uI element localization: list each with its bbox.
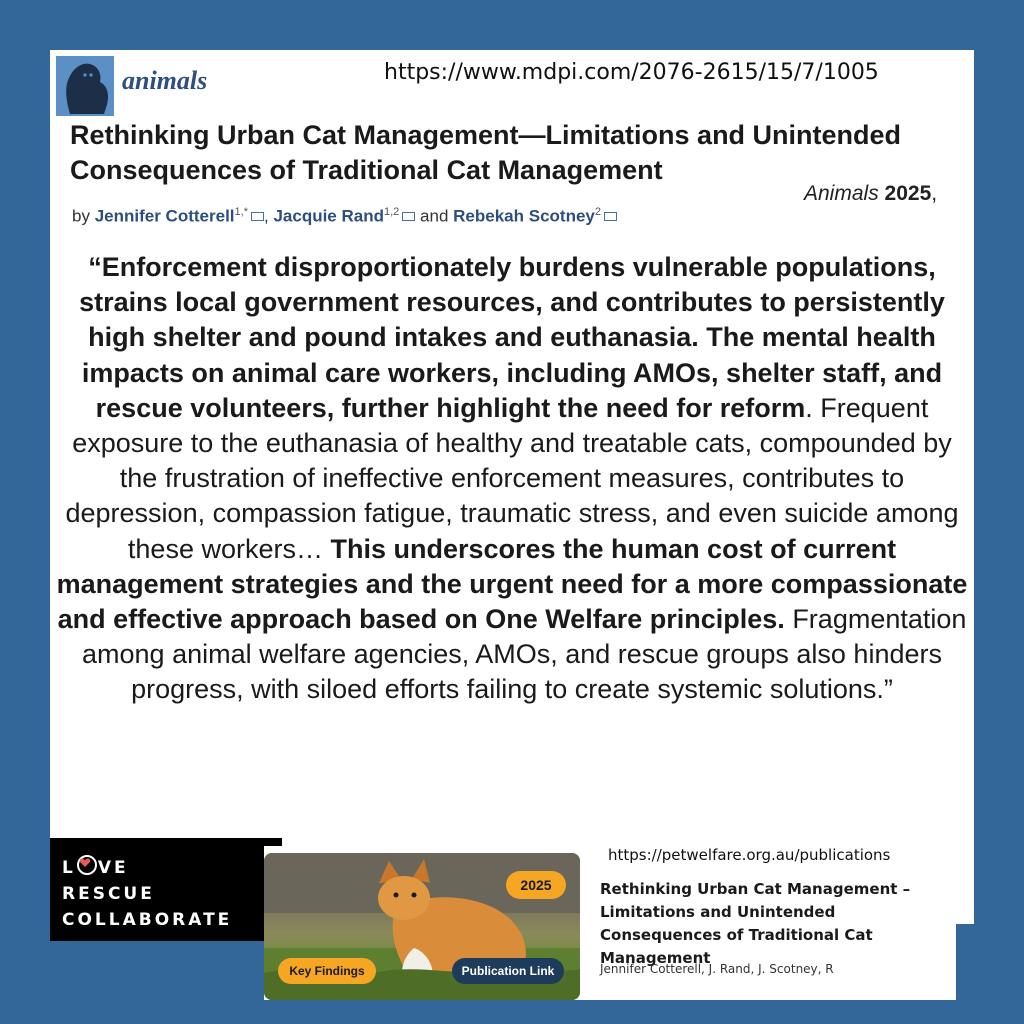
author-joiner: and <box>420 206 449 226</box>
heart-paw-icon <box>77 855 97 875</box>
key-findings-button[interactable]: Key Findings <box>278 958 376 984</box>
branding-love <box>62 855 129 878</box>
author-name[interactable]: Jennifer Cotterell <box>94 206 235 226</box>
envelope-icon[interactable] <box>402 212 415 221</box>
quote-bold-2: This underscores the human cost of current management strategies and the urgent need for a more compassionate and effective approach based on One Welfare principles. <box>56 533 968 635</box>
monkey-logo-icon <box>56 56 114 116</box>
author-prefix: by <box>72 206 90 226</box>
publication-authors: Jennifer Cotterell, J. Rand, J. Scotney, R <box>600 962 834 976</box>
author-name[interactable]: Jacquie Rand <box>273 206 384 226</box>
author-separator: , <box>263 206 269 226</box>
author-affiliation: 1,* <box>234 206 248 218</box>
envelope-icon[interactable] <box>251 212 264 221</box>
journal-logo-text: animals <box>122 66 208 95</box>
publication-link-button[interactable]: Publication Link <box>452 958 564 984</box>
quote-plain-2: Fragmentation among animal welfare agencies, AMOs, and rescue groups also hinders progress, with siloed efforts failing to create systemic solutions.” <box>82 604 967 705</box>
article-title: Rethinking Urban Cat Management—Limitations and Unintended Consequences of Traditional Cat Management <box>70 120 902 185</box>
quote-text <box>55 250 969 708</box>
journal-suffix: , <box>931 182 938 205</box>
branding-rescue: RESCUE <box>62 884 155 904</box>
author-name[interactable]: Rebekah Scotney <box>453 206 595 226</box>
petwelfare-url[interactable]: https://petwelfare.org.au/publications <box>608 846 891 864</box>
branding-love-suffix: VE <box>97 858 129 878</box>
year-badge: 2025 <box>506 871 566 899</box>
author-affiliation: 1,2 <box>384 206 400 218</box>
article-url[interactable]: https://www.mdpi.com/2076-2615/15/7/1005 <box>384 60 879 85</box>
journal-citation <box>804 182 937 206</box>
branding-collaborate: COLLABORATE <box>62 910 233 930</box>
publication-title: Rethinking Urban Cat Management – Limitations and Unintended Consequences of Traditional Cat Management <box>600 880 911 967</box>
author-affiliation: 2 <box>594 206 601 218</box>
journal-name: Animals <box>804 182 879 205</box>
journal-year: 2025 <box>884 182 932 205</box>
quote-plain-1: . Frequent exposure to the euthanasia of healthy and treatable cats, compounded by the frustration of ineffective enforcement measures, contributes to depression, compassion fatigue, traumatic stress, and even suicide among these workers… <box>65 392 959 564</box>
author-list <box>72 206 617 227</box>
quote-bold-1: “Enforcement disproportionately burdens vulnerable populations, strains local government resources, and contributes to persistently high shelter and pound intakes and euthanasia. The mental health impacts on animal care workers, including AMOs, shelter staff, and rescue volunteers, further highlight the need for reform <box>79 252 945 423</box>
envelope-icon[interactable] <box>604 212 617 221</box>
branding-love-prefix: L <box>62 858 76 878</box>
